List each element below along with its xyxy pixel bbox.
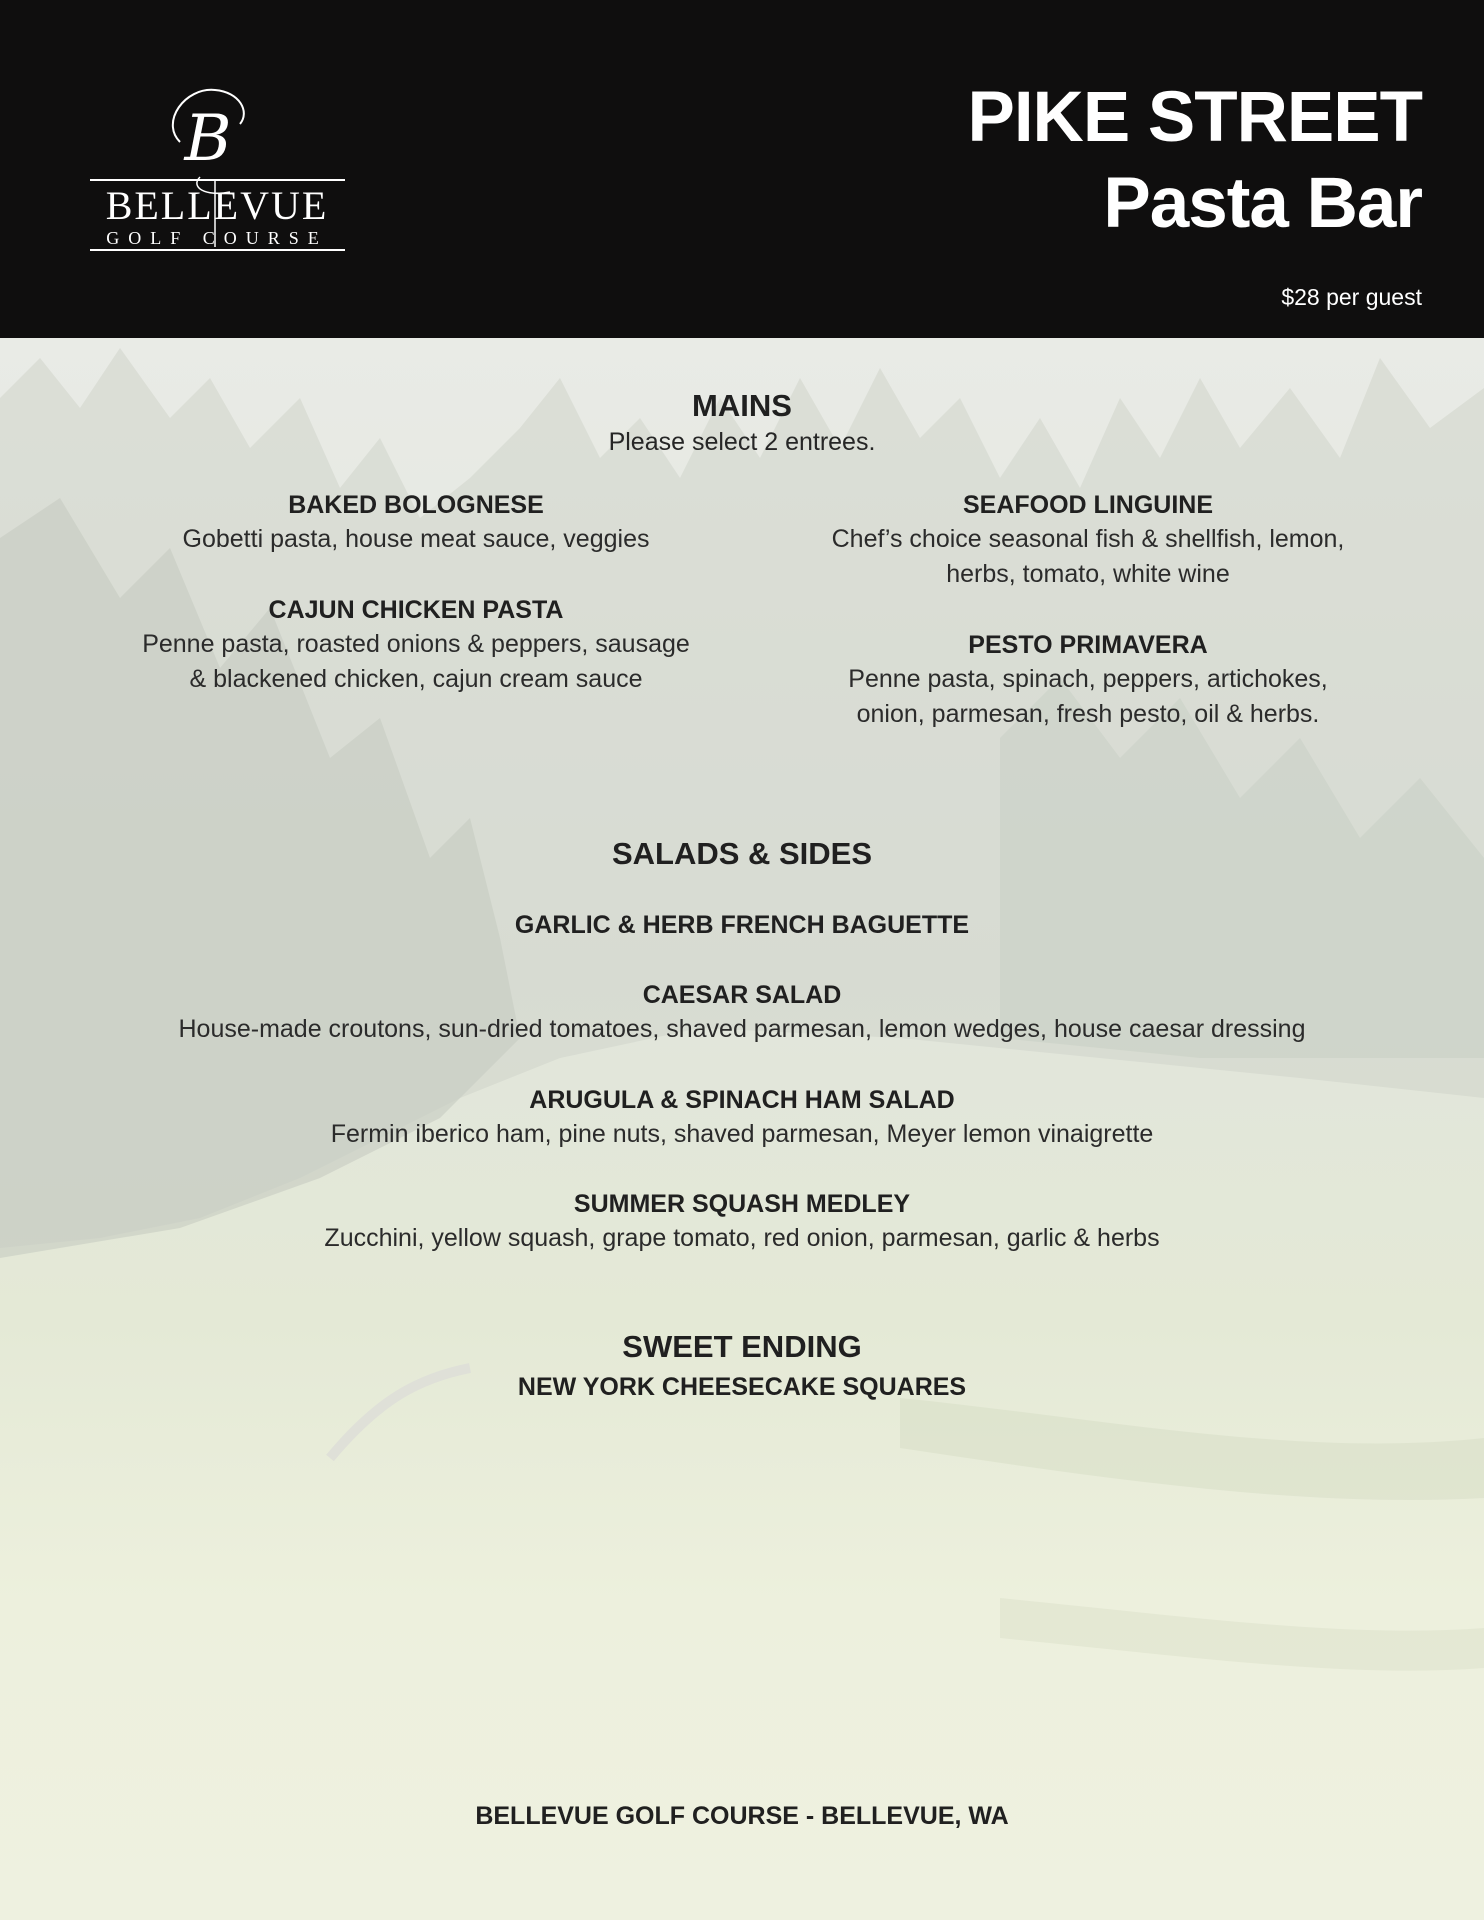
item-description: Penne pasta, roasted onions & peppers, sausage & blackened chicken, cajun cream sauce [142,630,690,693]
salads-sides-heading: SALADS & SIDES [611,836,873,871]
item-description: House-made croutons, sun-dried tomatoes, shaved parmesan, lemon wedges, house caesar dressing [178,1015,1306,1043]
menu-item-cajun-chicken-pasta [140,593,692,697]
menu-item-cheesecake-squares [40,1370,1444,1404]
item-description: Gobetti pasta, house meat sauce, veggies [182,525,650,553]
item-name: BAKED BOLOGNESE [288,491,544,519]
item-name: ARUGULA & SPINACH HAM SALAD [529,1086,955,1114]
mains-heading: MAINS [692,388,792,423]
item-name: GARLIC & HERB FRENCH BAGUETTE [514,911,970,939]
item-description: Chef’s choice seasonal fish & shellfish, lemon, herbs, tomato, white wine [831,525,1345,588]
item-name: SEAFOOD LINGUINE [962,491,1213,519]
item-name: CAJUN CHICKEN PASTA [268,596,564,624]
price-per-guest: $28 per guest [1281,284,1422,310]
mains-instruction: Please select 2 entrees. [608,428,876,456]
logo-monogram: B [184,102,232,176]
item-description: Penne pasta, spinach, peppers, artichokes, onion, parmesan, fresh pesto, oil & herbs. [848,665,1328,728]
item-name: PESTO PRIMAVERA [968,631,1208,659]
menu-item-seafood-linguine [812,488,1364,592]
menu-item-caesar-salad [40,978,1444,1047]
logo-tagline: GOLF COURSE [106,228,328,248]
menu-subtitle: Pasta Bar [1103,164,1422,243]
item-name: CAESAR SALAD [642,981,842,1009]
item-description: Fermin iberico ham, pine nuts, shaved parmesan, Meyer lemon vinaigrette [330,1120,1154,1148]
menu-item-summer-squash-medley [40,1187,1444,1256]
menu-item-pesto-primavera [812,628,1364,732]
logo-name: BELLEVUE [105,183,329,228]
menu-item-garlic-herb-baguette [40,908,1444,942]
menu-item-baked-bolognese [140,488,692,557]
item-name: NEW YORK CHEESECAKE SQUARES [517,1373,967,1401]
menu-title: PIKE STREET [967,78,1422,157]
menu-item-arugula-spinach-ham-salad [40,1083,1444,1152]
item-name: SUMMER SQUASH MEDLEY [573,1190,911,1218]
footer-location: BELLEVUE GOLF COURSE - BELLEVUE, WA [475,1802,1009,1830]
sweet-ending-heading: SWEET ENDING [622,1329,862,1364]
item-description: Zucchini, yellow squash, grape tomato, red onion, parmesan, garlic & herbs [324,1224,1160,1252]
